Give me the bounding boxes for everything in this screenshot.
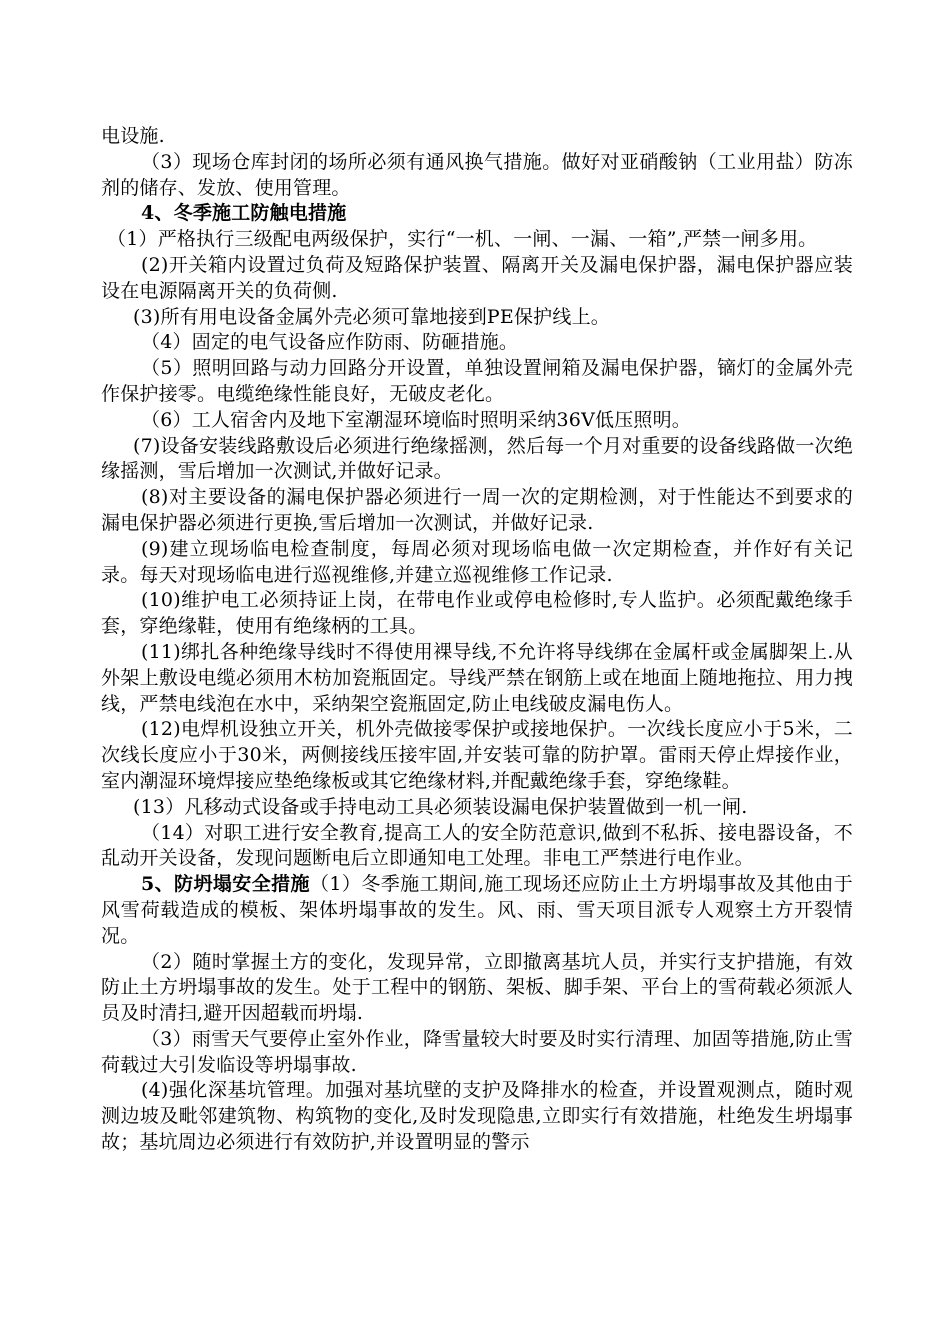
section-heading-5: 5、防坍塌安全措施	[141, 873, 310, 896]
section-heading-4: 4、冬季施工防触电措施	[141, 202, 347, 225]
paragraph-0: 电设施.	[101, 125, 165, 147]
paragraph-4: (2)开关箱内设置过负荷及短路保护装置、隔离开关及漏电保护器，漏电保护器应装设在电源隔离开关的负荷侧.	[101, 253, 853, 302]
paragraph-6: （4）固定的电气设备应作防雨、防砸措施。	[141, 331, 519, 354]
document-page	[101, 124, 853, 1156]
paragraph-11: (9)建立现场临电检查制度，每周必须对现场临电做一次定期检查，并作好有关记录。每天对现场临电进行巡视维修,并建立巡视维修工作记录.	[101, 537, 853, 586]
paragraph-8: （6）工人宿舍内及地下室潮湿环境临时照明采纳36V低压照明。	[141, 408, 691, 431]
paragraph-17-text: （1）冬季施工期间,施工现场还应防止土方坍塌事故及其他由于风雪荷载造成的模板、架体坍塌事故的发生。风、雨、雪天项目派专人观察土方开裂情况。	[101, 873, 853, 947]
paragraph-15: (13）凡移动式设备或手持电动工具必须装设漏电保护装置做到一机一闸.	[133, 795, 748, 818]
paragraph-1: （3）现场仓库封闭的场所必须有通风换气措施。做好对亚硝酸钠（工业用盐）防冻剂的储存、发放、使用管理。	[101, 150, 853, 199]
paragraph-10: (8)对主要设备的漏电保护器必须进行一周一次的定期检测，对于性能达不到要求的漏电保护器必须进行更换,雪后增加一次测试，并做好记录.	[101, 486, 853, 534]
paragraph-13: (11)绑扎各种绝缘导线时不得使用裸导线,不允许将导线绑在金属杆或金属脚架上.从外架上敷设电缆必须用木枋加瓷瓶固定。导线严禁在钢筋上或在地面上随地拖拉、用力拽线，严禁电线泡在水中，采纳架空瓷瓶固定,防止电线破皮漏电伤人。	[101, 640, 853, 715]
paragraph-12: (10)维护电工必须持证上岗，在带电作业或停电检修时,专人监护。必须配戴绝缘手套，穿绝缘鞋，使用有绝缘柄的工具。	[101, 589, 853, 638]
paragraph-9: (7)设备安装线路敷设后必须进行绝缘摇测，然后每一个月对重要的设备线路做一次绝缘摇测，雪后增加一次测试,并做好记录。	[101, 434, 853, 483]
paragraph-7: （5）照明回路与动力回路分开设置，单独设置闸箱及漏电保护器，镝灯的金属外壳作保护接零。电缆绝缘性能良好，无破皮老化。	[101, 357, 853, 405]
paragraph-16: （14）对职工进行安全教育,提高工人的安全防范意识,做到不私拆、接电器设备，不乱动开关设备，发现问题断电后立即通知电工处理。非电工严禁进行电作业。	[101, 821, 853, 870]
paragraph-19: （3）雨雪天气要停止室外作业，降雪量较大时要及时实行清理、加固等措施,防止雪荷载过大引发临设等坍塌事故.	[101, 1027, 853, 1076]
paragraph-17	[101, 872, 853, 949]
paragraph-20: (4)强化深基坑管理。加强对基坑壁的支护及降排水的检查，并设置观测点，随时观测边坡及毗邻建筑物、构筑物的变化,及时发现隐患,立即实行有效措施，杜绝发生坍塌事故；基坑周边必须进行有效防护,并设置明显的警示	[101, 1079, 853, 1154]
paragraph-14: (12)电焊机设独立开关，机外壳做接零保护或接地保护。一次线长度应小于5米，二次线长度应小于30米，两侧接线压接牢固,并安装可靠的防护罩。雷雨天停止焊接作业，室内潮湿环境焊接应垫绝缘板或其它绝缘材料,并配戴绝缘手套，穿绝缘鞋。	[101, 718, 853, 792]
paragraph-3: （1）严格执行三级配电两级保护，实行“一机、一闸、一漏、一箱”,严禁一闸多用。	[107, 228, 818, 251]
paragraph-18: （2）随时掌握土方的变化，发现异常，立即撤离基坑人员，并实行支护措施，有效防止土方坍塌事故的发生。处于工程中的钢筋、架板、脚手架、平台上的雪荷载必须派人员及时清扫,避开因超载而坍塌.	[101, 950, 853, 1025]
paragraph-5: (3)所有用电设备金属外壳必须可靠地接到PE保护线上。	[133, 305, 610, 328]
